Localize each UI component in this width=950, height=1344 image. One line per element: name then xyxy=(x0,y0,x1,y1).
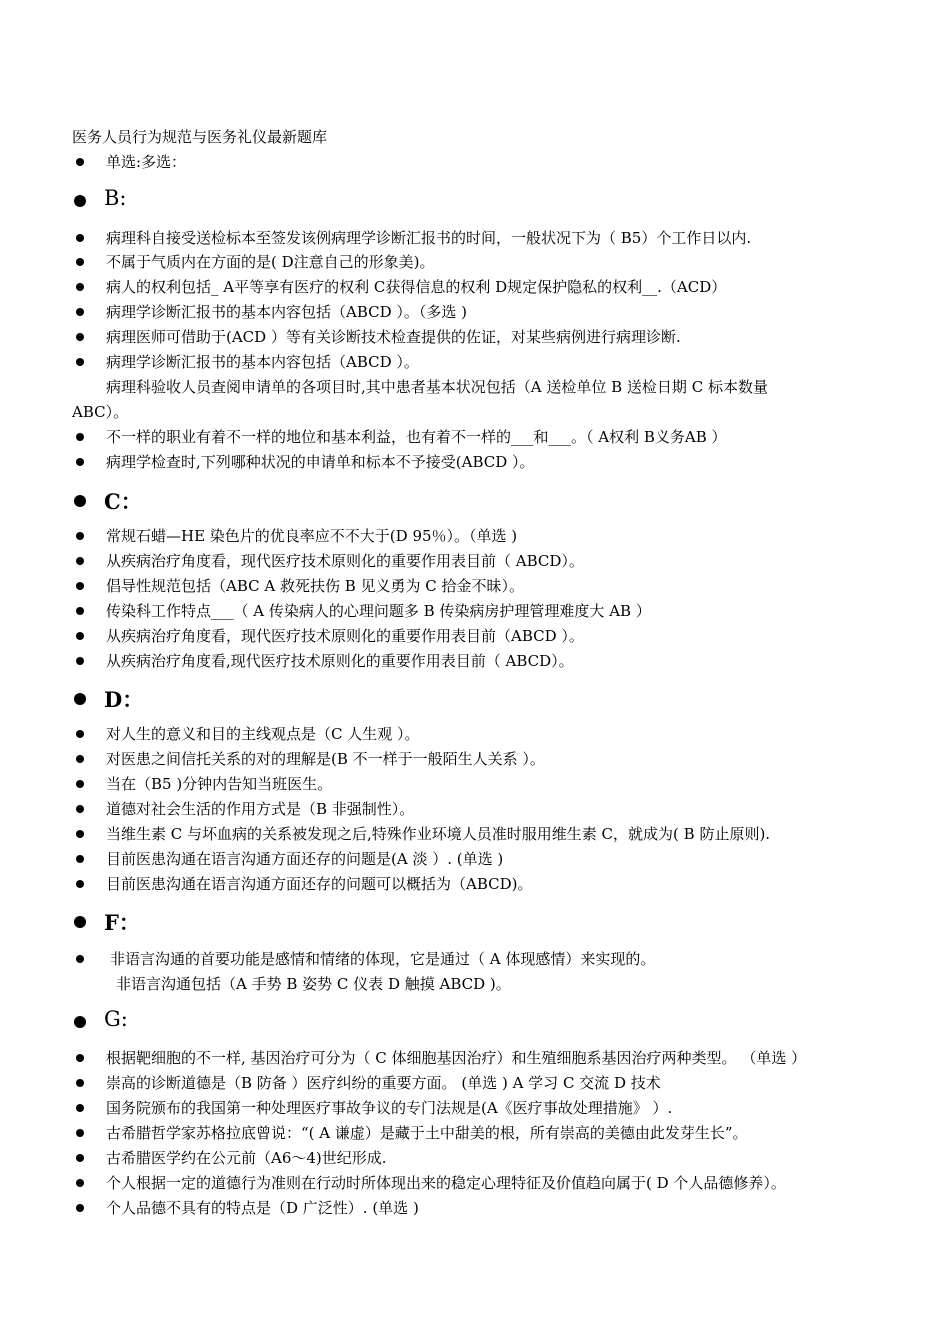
list-item: 目前医患沟通在语言沟通方面还存的问题可以概括为（ABCD)。 xyxy=(0,873,950,895)
list-item: 国务院颁布的我国第一种处理医疗事故争议的专门法规是(A《医疗事故处理措施》 ）. xyxy=(0,1097,950,1119)
bullet-icon xyxy=(76,557,84,565)
list-item: 不一样的职业有着不一样的地位和基本利益，也有着不一样的___和___。（ A权利 B义务AB ） xyxy=(0,426,950,448)
list-item: 道德对社会生活的作用方式是（B 非强制性）。 xyxy=(0,798,950,820)
list-item: 从疾病治疗角度看，现代医疗技术原则化的重要作用表目前（ABCD ）。 xyxy=(0,625,950,647)
bullet-icon xyxy=(76,780,84,788)
bullet-icon xyxy=(74,693,86,705)
list-item: 从疾病治疗角度看,现代医疗技术原则化的重要作用表目前（ ABCD）。 xyxy=(0,650,950,672)
list-item: 病理医师可借助于(ACD ）等有关诊断技术检查提供的佐证，对某些病例进行病理诊断. xyxy=(0,326,950,348)
list-item: 病理学诊断汇报书的基本内容包括（ABCD ）。 xyxy=(0,351,950,373)
list-item: 古希腊医学约在公元前（A6～4)世纪形成. xyxy=(0,1147,950,1169)
list-item: 倡导性规范包括（ABC A 救死扶伤 B 见义勇为 C 拾金不昧）。 xyxy=(0,575,950,597)
list-item: 单选:多选： xyxy=(0,151,950,173)
bullet-icon xyxy=(74,495,86,507)
bullet-icon xyxy=(76,632,84,640)
section-heading-b: B: xyxy=(0,186,950,216)
bullet-icon xyxy=(76,308,84,316)
bullet-icon xyxy=(76,855,84,863)
bullet-icon xyxy=(74,916,86,928)
section-heading-f: F： xyxy=(0,907,950,937)
bullet-icon xyxy=(76,458,84,466)
list-item: 目前医患沟通在语言沟通方面还存的问题是(A 淡 ）. (单选 ) xyxy=(0,848,950,870)
list-item: 病理学检查时,下列哪种状况的申请单和标本不予接受(ABCD ）。 xyxy=(0,451,950,473)
list-item: 不属于气质内在方面的是( D注意自己的形象美)。 xyxy=(0,251,950,273)
paragraph-line: 非语言沟通包括（A 手势 B 姿势 C 仪表 D 触摸 ABCD )。 xyxy=(116,975,511,993)
list-item: 当在（B5 )分钟内告知当班医生。 xyxy=(0,773,950,795)
list-item: 根据靶细胞的不一样, 基因治疗可分为（ C 体细胞基因治疗）和生殖细胞系基因治疗两种类型。 （单选 ） xyxy=(0,1047,950,1069)
bullet-icon xyxy=(76,333,84,341)
paragraph-line: 病理科验收人员查阅申请单的各项目时,其中患者基本状况包括（A 送检单位 B 送检日期 C 标本数量 xyxy=(106,378,768,396)
bullet-icon xyxy=(76,730,84,738)
list-item: 非语言沟通的首要功能是感情和情绪的体现，它是通过（ A 体现感情）来实现的。 xyxy=(0,948,950,970)
list-item: 个人根据一定的道德行为准则在行动时所体现出来的稳定心理特征及价值趋向属于( D 个人品德修养）。 xyxy=(0,1172,950,1194)
bullet-icon xyxy=(76,1129,84,1137)
bullet-icon xyxy=(76,880,84,888)
list-item: 病人的权利包括_ A平等享有医疗的权利 C获得信息的权利 D规定保护隐私的权利__.（ACD） xyxy=(0,276,950,298)
document-title: 医务人员行为规范与医务礼仪最新题库 xyxy=(72,128,328,146)
bullet-icon xyxy=(76,805,84,813)
bullet-icon xyxy=(76,283,84,291)
section-heading-g: G: xyxy=(0,1007,950,1037)
bullet-icon xyxy=(76,358,84,366)
bullet-icon xyxy=(76,433,84,441)
bullet-icon xyxy=(76,830,84,838)
list-item: 对医患之间信托关系的对的理解是(B 不一样于一般陌生人关系 ）。 xyxy=(0,748,950,770)
bullet-icon xyxy=(76,755,84,763)
bullet-icon xyxy=(76,1104,84,1112)
bullet-icon xyxy=(76,657,84,665)
list-item: 古希腊哲学家苏格拉底曾说：“( A 谦虚）是藏于土中甜美的根，所有崇高的美德由此发芽生长”。 xyxy=(0,1122,950,1144)
list-item: 常规石蜡—HE 染色片的优良率应不不大于(D 95％）。（单选 ) xyxy=(0,525,950,547)
section-heading-c: C： xyxy=(0,486,950,516)
paragraph-line: ABC）。 xyxy=(72,403,129,421)
list-item: 对人生的意义和目的主线观点是（C 人生观 ）。 xyxy=(0,723,950,745)
bullet-icon xyxy=(76,1079,84,1087)
section-heading-d: D： xyxy=(0,684,950,714)
bullet-icon xyxy=(76,955,84,963)
list-item: 病理科自接受送检标本至签发该例病理学诊断汇报书的时间，一般状况下为（ B5）个工作日以内. xyxy=(0,227,950,249)
bullet-icon xyxy=(76,234,84,242)
list-item: 从疾病治疗角度看，现代医疗技术原则化的重要作用表目前（ ABCD）。 xyxy=(0,550,950,572)
list-item: 个人品德不具有的特点是（D 广泛性）. (单选 ) xyxy=(0,1197,950,1219)
bullet-icon xyxy=(76,1154,84,1162)
bullet-icon xyxy=(76,1054,84,1062)
bullet-icon xyxy=(76,532,84,540)
bullet-icon xyxy=(74,195,86,207)
bullet-icon xyxy=(76,1204,84,1212)
bullet-icon xyxy=(76,582,84,590)
bullet-icon xyxy=(76,1179,84,1187)
bullet-icon xyxy=(76,158,84,166)
bullet-icon xyxy=(76,258,84,266)
list-item: 病理学诊断汇报书的基本内容包括（ABCD ）。（多选 ) xyxy=(0,301,950,323)
bullet-icon xyxy=(76,607,84,615)
list-item: 当维生素 C 与坏血病的关系被发现之后,特殊作业环境人员准时服用维生素 C，就成为( B 防止原则). xyxy=(0,823,950,845)
list-item: 崇高的诊断道德是（B 防备 ）医疗纠纷的重要方面。 (单选 ) A 学习 C 交流 D 技术 xyxy=(0,1072,950,1094)
list-item: 传染科工作特点___（ A 传染病人的心理问题多 B 传染病房护理管理难度大 AB ） xyxy=(0,600,950,622)
bullet-icon xyxy=(74,1016,86,1028)
